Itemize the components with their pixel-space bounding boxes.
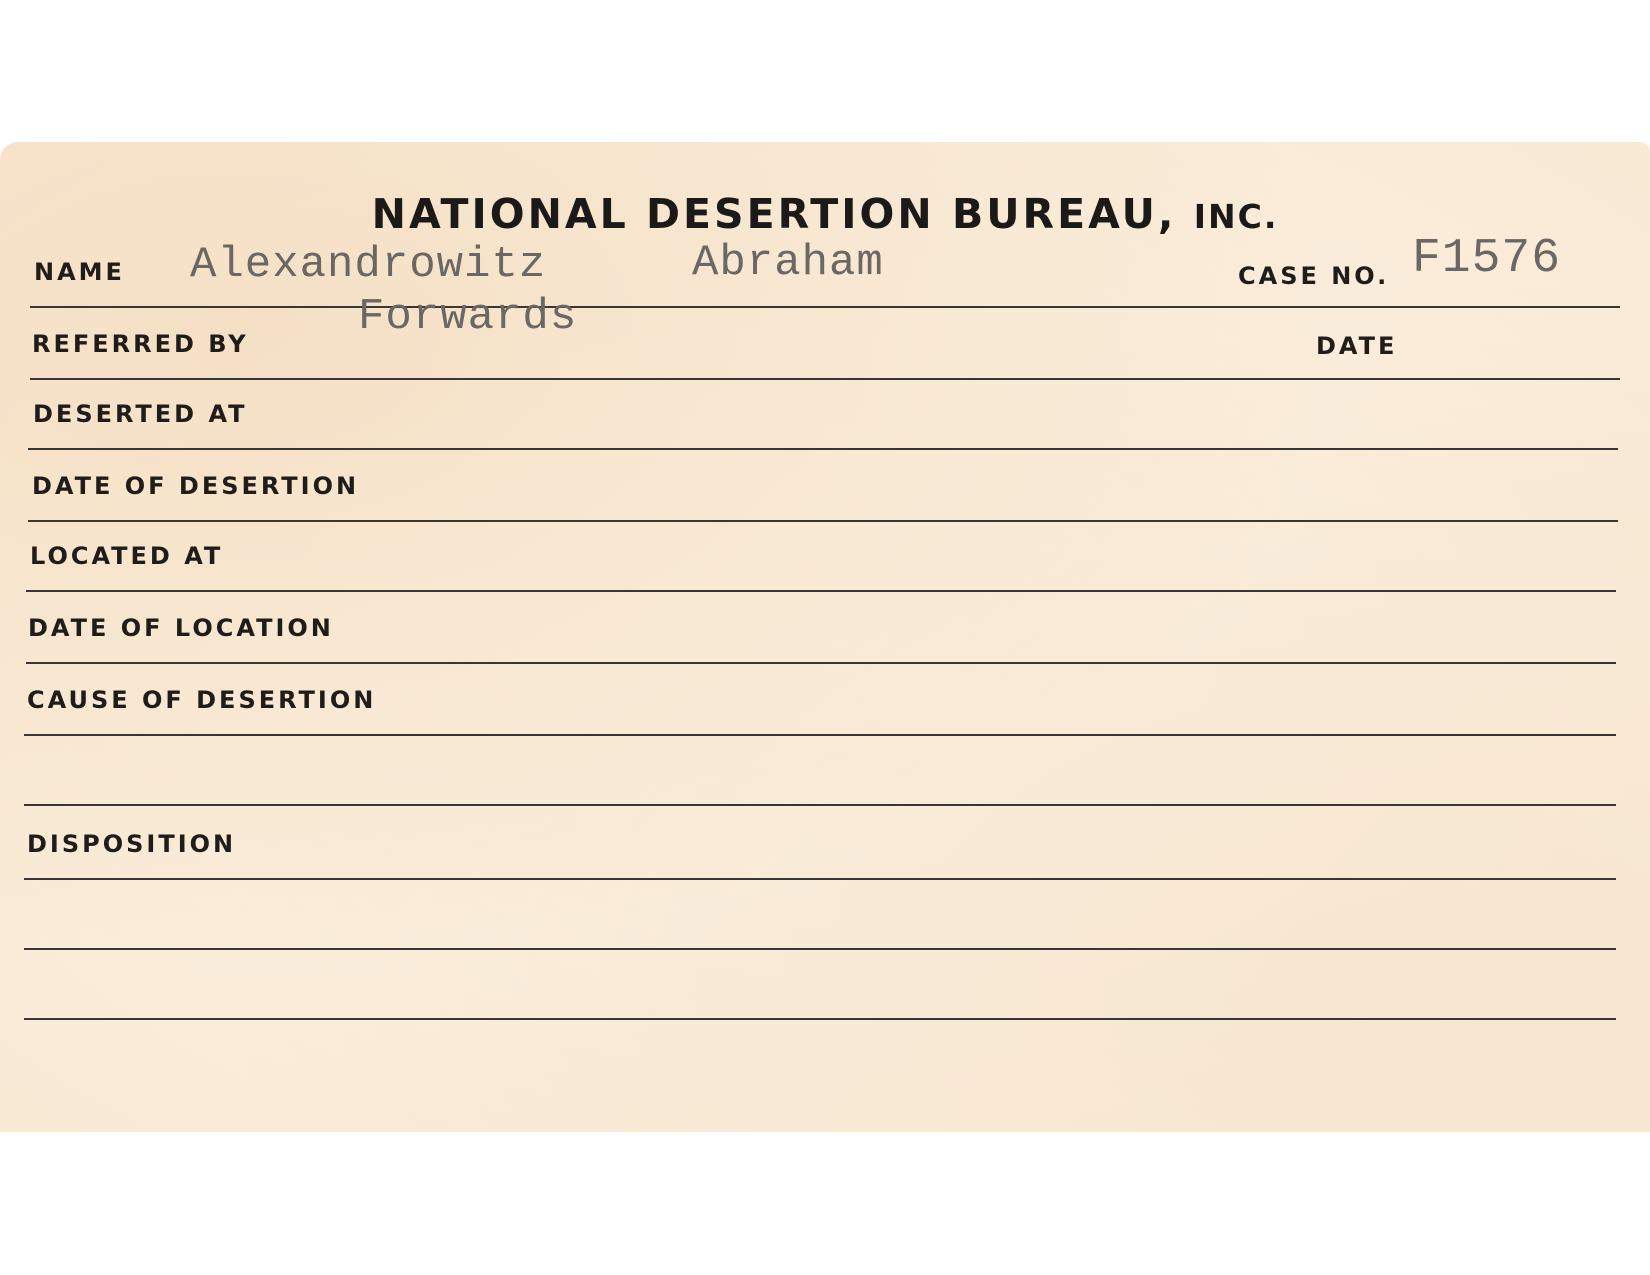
name-label: NAME xyxy=(34,258,125,286)
name-line xyxy=(30,306,1620,308)
date-of-location-line xyxy=(26,662,1616,664)
card-title xyxy=(0,190,1650,238)
date-of-desertion-line xyxy=(28,520,1618,522)
cause-of-desertion-label: CAUSE OF DESERTION xyxy=(27,686,377,714)
disposition-extra-line-1 xyxy=(24,948,1616,950)
disposition-extra-line-2 xyxy=(24,1018,1616,1020)
deserted-at-label: DESERTED AT xyxy=(33,400,248,428)
referred-by-line xyxy=(30,378,1620,380)
deserted-at-line xyxy=(28,448,1618,450)
referred-by-label: REFERRED BY xyxy=(32,330,249,358)
name-value-first: Abraham xyxy=(692,238,884,288)
date-of-desertion-label: DATE OF DESERTION xyxy=(32,472,360,500)
card-title-main: NATIONAL DESERTION BUREAU, xyxy=(371,190,1177,238)
date-of-location-label: DATE OF LOCATION xyxy=(28,614,334,642)
located-at-label: LOCATED AT xyxy=(30,542,224,570)
disposition-label: DISPOSITION xyxy=(27,830,237,858)
referred-by-value: Forwards xyxy=(358,292,578,342)
case-no-label: CASE NO. xyxy=(1238,262,1390,290)
card-title-suffix: INC. xyxy=(1193,197,1279,236)
desertion-record-card xyxy=(0,142,1650,1132)
cause-of-desertion-line xyxy=(24,734,1616,736)
located-at-line xyxy=(26,590,1616,592)
name-value-last: Alexandrowitz xyxy=(190,240,547,290)
disposition-line xyxy=(24,878,1616,880)
cause-of-desertion-extra-line xyxy=(24,804,1616,806)
case-no-value: F1576 xyxy=(1412,232,1562,286)
date-label: DATE xyxy=(1316,332,1398,360)
